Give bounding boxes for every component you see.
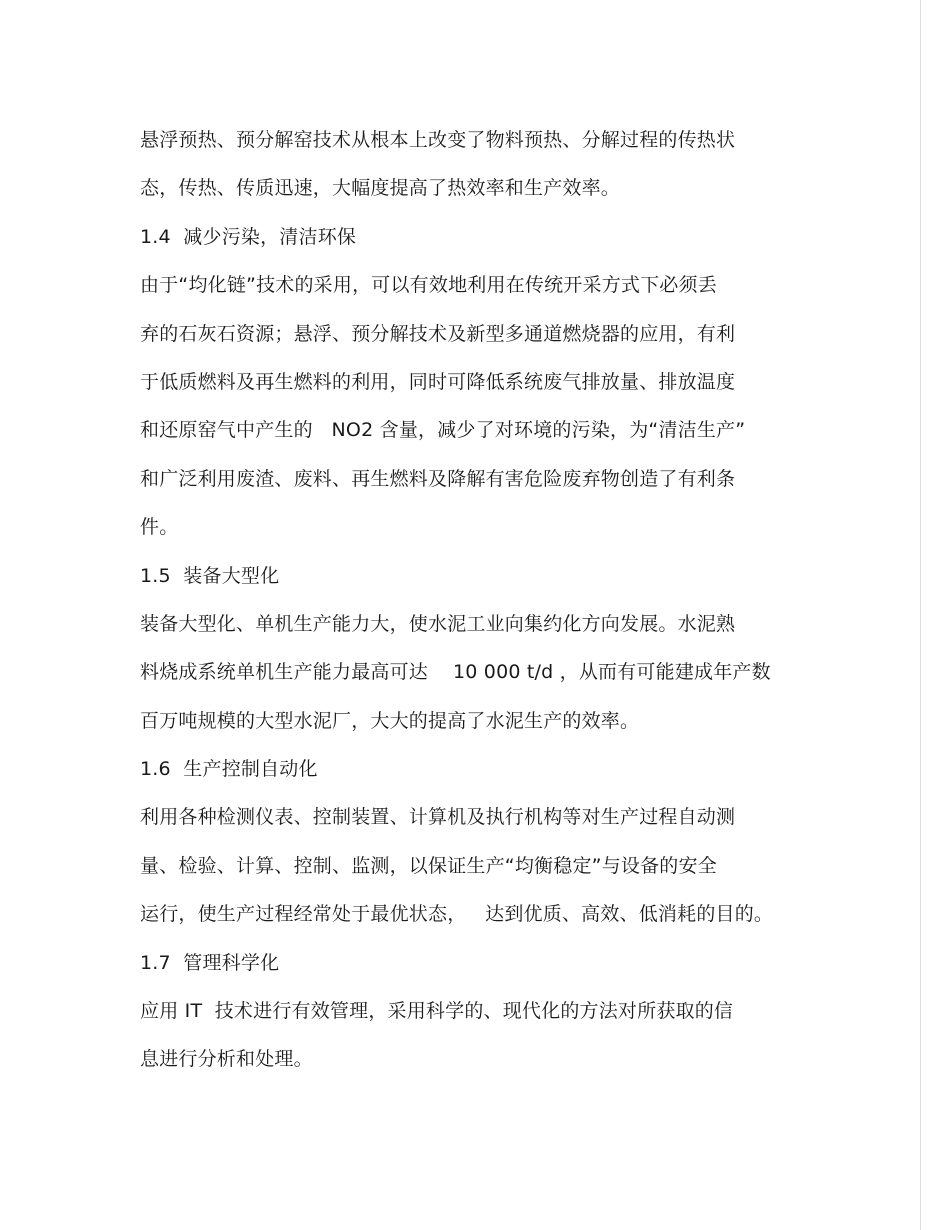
- section-heading-1-7: 1.7 管理科学化: [140, 951, 280, 974]
- body-line: 于低质燃料及再生燃料的利用，同时可降低系统废气排放量、排放温度: [140, 370, 736, 393]
- body-line: 量、检验、计算、控制、监测，以保证生产“均衡稳定”与设备的安全: [140, 854, 717, 877]
- document-body: [140, 116, 820, 1084]
- section-heading-1-4: 1.4 减少污染，清洁环保: [140, 225, 357, 248]
- body-line: 料烧成系统单机生产能力最高可达 10 000 t/d ，从而有可能建成年产数: [140, 661, 771, 684]
- body-line: 弃的石灰石资源；悬浮、预分解技术及新型多通道燃烧器的应用，有利: [140, 322, 736, 345]
- section-heading-1-5: 1.5 装备大型化: [140, 564, 280, 587]
- body-line: 运行，使生产过程经常处于最优状态， 达到优质、高效、低消耗的目的。: [140, 903, 774, 926]
- body-line: 和广泛利用废渣、废料、再生燃料及降解有害危险废弃物创造了有利条: [140, 467, 736, 490]
- section-heading-1-6: 1.6 生产控制自动化: [140, 758, 318, 781]
- body-line: 息进行分析和处理。: [140, 1048, 313, 1071]
- body-line: 悬浮预热、预分解窑技术从根本上改变了物料预热、分解过程的传热状: [140, 129, 736, 151]
- body-line: 百万吨规模的大型水泥厂，大大的提高了水泥生产的效率。: [140, 709, 640, 732]
- body-line: 利用各种检测仪表、控制装置、计算机及执行机构等对生产过程自动测: [140, 806, 736, 829]
- body-line: 件。: [140, 516, 179, 539]
- body-line: 应用 IT 技术进行有效管理，采用科学的、现代化的方法对所获取的信: [140, 1000, 734, 1023]
- page-margin-strip: [921, 0, 950, 1230]
- body-line: 态，传热、传质迅速，大幅度提高了热效率和生产效率。: [140, 177, 621, 200]
- body-line: 装备大型化、单机生产能力大，使水泥工业向集约化方向发展。水泥熟: [140, 612, 736, 635]
- body-line: 和还原窑气中产生的 NO2 含量，减少了对环境的污染，为“清洁生产”: [140, 419, 746, 442]
- body-line: 由于“均化链”技术的采用，可以有效地利用在传统开采方式下必须丢: [140, 274, 717, 297]
